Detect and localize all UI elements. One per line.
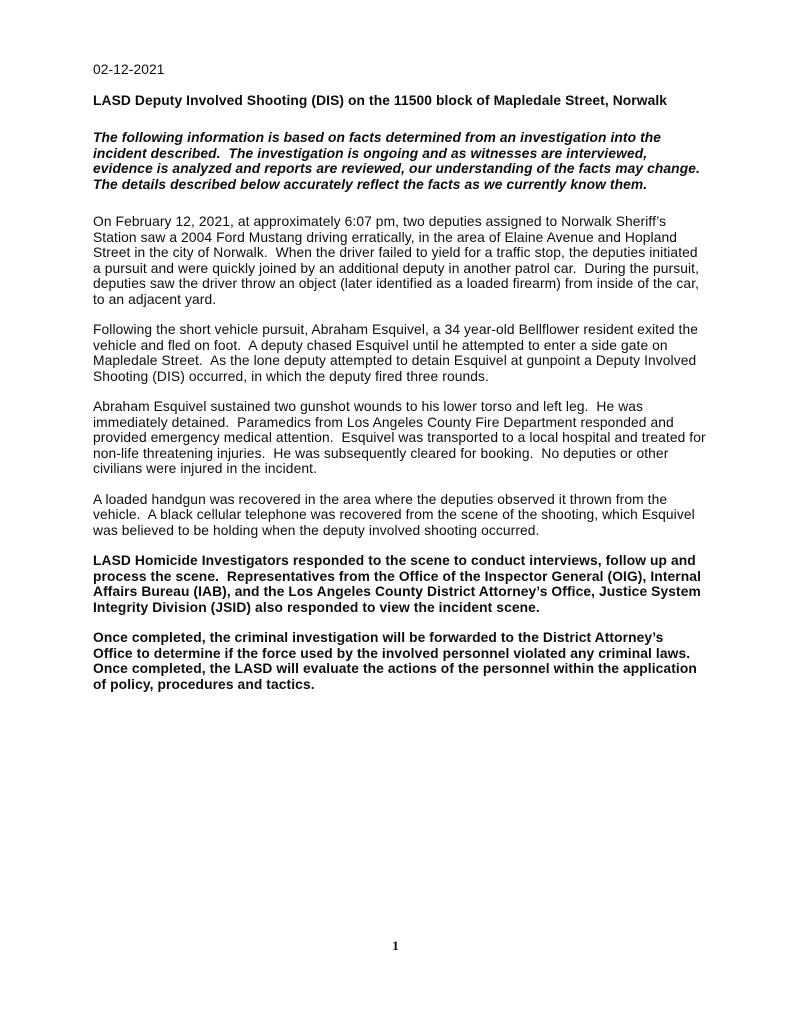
disclaimer-paragraph: The following information is based on facts determined from an investigation into the incident described. The investigation is ongoing and as witnesses are interviewed, evidence is analyzed and reports are reviewed, our understanding of the facts may change. The details described below accurately reflect the facts as we currently know them. <box>93 130 708 192</box>
document-body <box>93 62 710 707</box>
body-paragraph-incident: On February 12, 2021, at approximately 6:07 pm, two deputies assigned to Norwalk Sheriff’s Station saw a 2004 Ford Mustang driving erratically, in the area of Elaine Avenue and Hopland Street in the city of Norwalk. When the driver failed to yield for a traffic stop, the deputies initiated a pursuit and were quickly joined by an additional deputy in another patrol car. During the pursuit, deputies saw the driver throw an object (later identified as a loaded firearm) from inside of the car, to an adjacent yard. <box>93 214 704 307</box>
document-title: LASD Deputy Involved Shooting (DIS) on the 11500 block of Mapledale Street, Norwalk <box>93 92 668 108</box>
body-paragraph-injuries: Abraham Esquivel sustained two gunshot wounds to his lower torso and left leg. He was immediately detained. Paramedics from Los Angeles County Fire Department responded and provided emergency medical attention. Esquivel was transported to a local hospital and treated for non-life threatening injuries. He was subsequently cleared for booking. No deputies or other civilians were injured in the incident. <box>93 399 710 476</box>
body-paragraph-pursuit: Following the short vehicle pursuit, Abraham Esquivel, a 34 year-old Bellflower resident exited the vehicle and fled on foot. A deputy chased Esquivel until he attempted to enter a side gate on Mapledale Street. As the lone deputy attempted to detain Esquivel at gunpoint a Deputy Involved Shooting (DIS) occurred, in which the deputy fired three rounds. <box>93 322 702 384</box>
body-paragraph-investigators: LASD Homicide Investigators responded to the scene to conduct interviews, follow up and process the scene. Representatives from the Office of the Inspector General (OIG), Internal Affairs Bureau (IAB), and the Los Angeles County District Attorney’s Office, Justice System Integrity Division (JSID) also responded to view the incident scene. <box>93 553 705 615</box>
document-date: 02-12-2021 <box>93 62 165 77</box>
page-number: 1 <box>392 938 399 953</box>
body-paragraph-evidence: A loaded handgun was recovered in the area where the deputies observed it thrown from the vehicle. A black cellular telephone was recovered from the scene of the shooting, which Esquivel was believed to be holding when the deputy involved shooting occurred. <box>93 491 699 538</box>
body-paragraph-review: Once completed, the criminal investigation will be forwarded to the District Attorney’s Office to determine if the force used by the involved personnel violated any criminal laws. Once completed, the LASD will evaluate the actions of the personnel within the application of policy, procedures and tactics. <box>93 630 701 692</box>
